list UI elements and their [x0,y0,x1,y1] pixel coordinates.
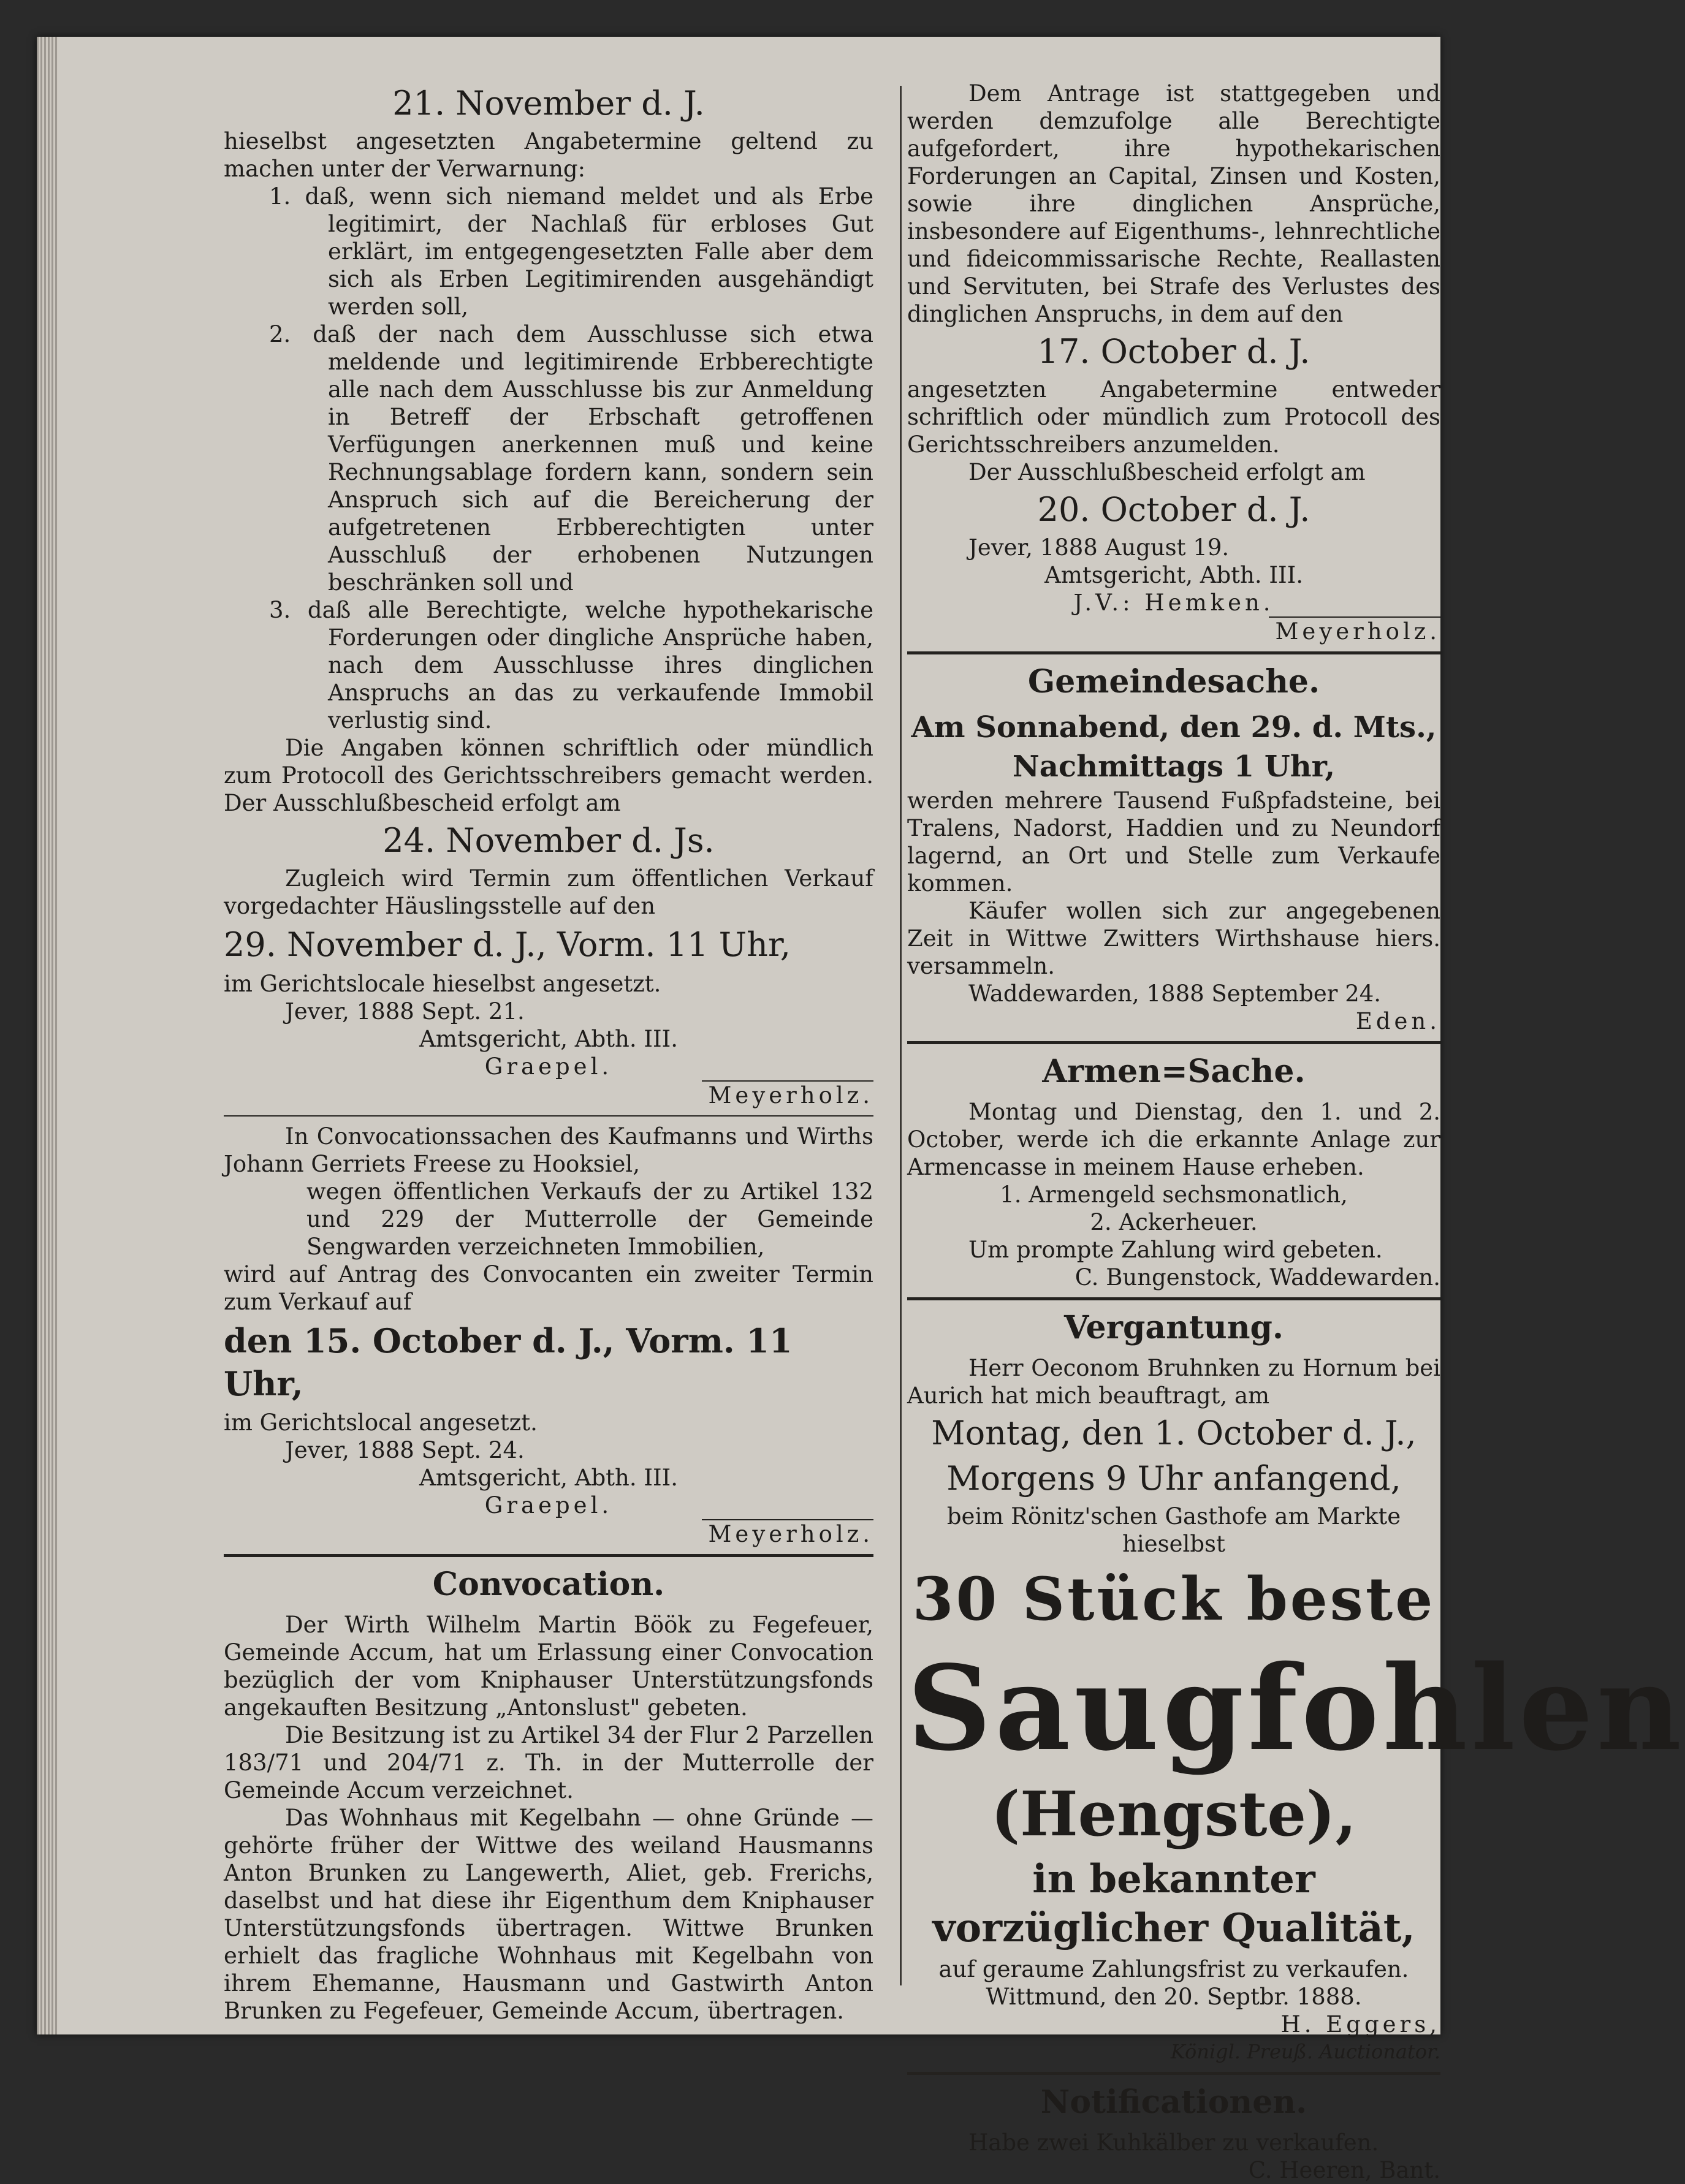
page-binding [37,37,58,2034]
heading-armen-sache: Armen=Sache. [1042,1053,1306,1090]
paragraph-convocation-verkauf: wegen öffentlichen Verkaufs der zu Artikel 132 und 229 der Mutterrolle der Gemeinde Sengwarden verzeichneten Immobilien, [306,1178,873,1260]
left-column [224,80,873,2025]
heading-convocation: Convocation. [432,1566,665,1603]
place-date-jever-sept-21: Jever, 1888 Sept. 21. [285,998,525,1025]
right-column [907,80,1685,2184]
vergantung-paragraph-3: auf geraume Zahlungsfrist zu verkaufen. [938,1956,1409,1982]
heading-notificationen: Notificationen. [1040,2084,1307,2121]
armen-paragraph-1: Montag und Dienstag, den 1. und 2. October, werde ich die erkannte Anlage zur Armencasse in meinem Hause erheben. [907,1099,1440,1180]
vergantung-quality-line: in bekannter vorzüglicher Qualität, [932,1856,1415,1951]
paragraph-antrage: Dem Antrage ist stattgegeben und werden demzufolge alle Berechtigte aufgefordert, ihre hypothekarischen Forderungen an Capital, Zinsen und Kosten, sowie ihre dinglichen Ansprüche, insbesondere auf Eigenthums-, lehnrechtliche und fideicommissarische Rechte, Reallasten und Servituten, bei Strafe des Verlustes des dinglichen Anspruchs, in dem auf den [907,80,1440,327]
list-number-2: 2. [269,321,291,347]
paragraph-convocation-freese: In Convocationssachen des Kaufmanns und Wirths Johann Gerriets Freese zu Hooksiel, [224,1123,873,1177]
court-name-3: Amtsgericht, Abth. III. [1044,562,1303,588]
paragraph-angaben: Die Angaben können schriftlich oder mündlich zum Protocoll des Gerichtsschreibers gemacht werden. Der Ausschlußbescheid erfolgt am [224,735,873,816]
heading-vergantung: Vergantung. [1063,1309,1284,1346]
date-29-november: 29. November d. J., Vorm. 11 Uhr, [224,925,791,964]
notif-paragraph-1: Habe zwei Kuhkälber zu verkaufen. [968,2129,1379,2156]
newspaper-page [37,37,1685,2183]
section-rule-1 [224,1115,873,1117]
paragraph-angesetzten: angesetzten Angabetermine entweder schriftlich oder mündlich zum Protocoll des Gerichtsschreibers anzumelden. [907,376,1440,458]
column-divider [900,86,902,1985]
list-text-1: daß, wenn sich niemand meldet und als Erbe legitimirt, der Nachlaß für erbloses Gut erklärt, im entgegengesetzten Falle aber dem sich als Erben Legitimirenden ausgehändigt werden soll, [305,183,873,320]
clerk-signature-1: Meyerholz. [708,1082,873,1109]
armen-item-2: 2. Ackerheuer. [1090,1209,1258,1235]
vergantung-headline-hengste: (Hengste), [991,1778,1357,1850]
list-item-2 [224,320,873,596]
place-date-jever-sept-24: Jever, 1888 Sept. 24. [285,1437,525,1463]
vergantung-time: Morgens 9 Uhr anfangend, [946,1459,1401,1498]
section-rule-5 [907,1297,1440,1300]
line-gerichtslocale: im Gerichtslocale hieselbst angesetzt. [224,971,661,997]
section-rule-2 [224,1554,873,1557]
gemeinde-paragraph-1: werden mehrere Tausend Fußpfadsteine, bei Tralens, Nadorst, Haddien und zu Neundorf lagernd, an Ort und Stelle zum Verkaufe kommen. [907,787,1440,897]
gemeinde-time-line: Nachmittags 1 Uhr, [1012,749,1336,784]
heading-gemeindesache: Gemeindesache. [1027,663,1320,700]
judge-signature-2: Graepel. [484,1492,613,1519]
vergantung-paragraph-1: Herr Oeconom Bruhnken zu Hornum bei Aurich hat mich beauftragt, am [907,1355,1440,1409]
gemeinde-signature: Eden. [1355,1008,1440,1034]
armen-item-1: 1. Armengeld sechsmonatlich, [1000,1181,1348,1208]
vergantung-signature: H. Eggers, [1280,2011,1440,2038]
gemeinde-date-line: Am Sonnabend, den 29. d. Mts., [911,710,1437,745]
section-rule-4 [907,1041,1440,1044]
date-15-october: den 15. October d. J., Vorm. 11 Uhr, [224,1321,793,1403]
convocation-paragraph-2: Die Besitzung ist zu Artikel 34 der Flur 2 Parzellen 183/71 und 204/71 z. Th. in der Mutterrolle der Gemeinde Accum verzeichnet. [224,1722,873,1803]
list-number-3: 3. [269,597,291,623]
clerk-signature-3: Meyerholz. [1275,618,1440,645]
armen-paragraph-2: Um prompte Zahlung wird gebeten. [968,1237,1383,1263]
list-text-3: daß alle Berechtigte, welche hypothekarische Forderungen oder dingliche Ansprüche haben, nach dem Ausschlusse ihres dinglichen Anspruchs an das zu verkaufende Immobil verlustig sind. [307,597,873,734]
date-24-november: 24. November d. Js. [382,821,715,860]
vergantung-signature-title: Königl. Preuß. Auctionator. [1170,2040,1440,2063]
line-gerichtslocal: im Gerichtslocal angesetzt. [224,1409,538,1436]
paragraph-zugleich: Zugleich wird Termin zum öffentlichen Verkauf vorgedachter Häuslingsstelle auf den [224,865,873,919]
date-17-october: 17. October d. J. [1037,332,1310,371]
list-item-3 [224,596,873,734]
list-item-1 [224,183,873,320]
gemeinde-paragraph-2: Käufer wollen sich zur angegebenen Zeit in Wittwe Zwitters Wirthshause hiers. versammeln. [907,898,1440,979]
convocation-paragraph-3: Das Wohnhaus mit Kegelbahn — ohne Gründe — gehörte früher der Wittwe des weiland Hausmanns Anton Brunken zu Langewerth, Aliet, geb. Frerichs, daselbst und hat diese ihr Eigenthum dem Kniphauser Unterstützungsfonds übertragen. Wittwe Brunken erhielt das fragliche Wohnhaus mit Kegelbahn von ihrem Ehemanne, Hausmann und Gastwirth Anton Brunken zu Fegefeuer, Gemeinde Accum, übertragen. [224,1805,873,2024]
date-20-october: 20. October d. J. [1037,490,1310,529]
armen-signature: C. Bungenstock, Waddewarden. [1075,1264,1440,1291]
convocation-paragraph-1: Der Wirth Wilhelm Martin Böök zu Fegefeuer, Gemeinde Accum, hat um Erlassung einer Convocation bezüglich der vom Kniphauser Unterstützungsfonds angekauften Besitzung „Antonslust" gebeten. [224,1612,873,1721]
court-name-2: Amtsgericht, Abth. III. [419,1465,678,1491]
section-rule-6 [907,2072,1440,2075]
gemeinde-place-date: Waddewarden, 1888 September 24. [968,980,1382,1007]
list-number-1: 1. [269,183,291,210]
judge-signature-3: J.V.: Hemken. [1073,590,1274,616]
date-21-november: 21. November d. J. [392,84,705,123]
line-ausschlussbescheid: Der Ausschlußbescheid erfolgt am [968,459,1366,485]
intro-paragraph: hieselbst angesetzten Angabetermine geltend zu machen unter der Verwarnung: [224,128,873,182]
notif-signature: C. Heeren, Bant. [1248,2157,1440,2183]
vergantung-location: beim Rönitz'schen Gasthofe am Markte hieselbst [946,1503,1401,1557]
list-text-2: daß der nach dem Ausschlusse sich etwa meldende und legitimirende Erbberechtigte alle nach dem Ausschlusse bis zur Anmeldung in Betreff der Erbschaft getroffenen Verfügungen anerkennen muß und keine Rechnungsablage fordern kann, sondern sein Anspruch sich auf die Bereicherung der aufgetretenen Erbberechtigten unter Ausschluß der erhobenen Nutzungen beschränken soll und [313,321,874,596]
judge-signature-1: Graepel. [484,1053,613,1080]
place-date-jever-august-19: Jever, 1888 August 19. [968,534,1230,561]
paragraph-convocation-termin: wird auf Antrag des Convocanten ein zweiter Termin zum Verkauf auf [224,1261,873,1315]
vergantung-date: Montag, den 1. October d. J., [931,1414,1417,1452]
vergantung-headline-30-stueck: 30 Stück beste [912,1564,1436,1634]
section-rule-3 [907,651,1440,654]
clerk-signature-2: Meyerholz. [708,1521,873,1547]
vergantung-place-date: Wittmund, den 20. Septbr. 1888. [986,1984,1362,2010]
court-name-1: Amtsgericht, Abth. III. [419,1026,678,1052]
vergantung-headline-saugfohlen: Saugfohlen [907,1640,1685,1776]
